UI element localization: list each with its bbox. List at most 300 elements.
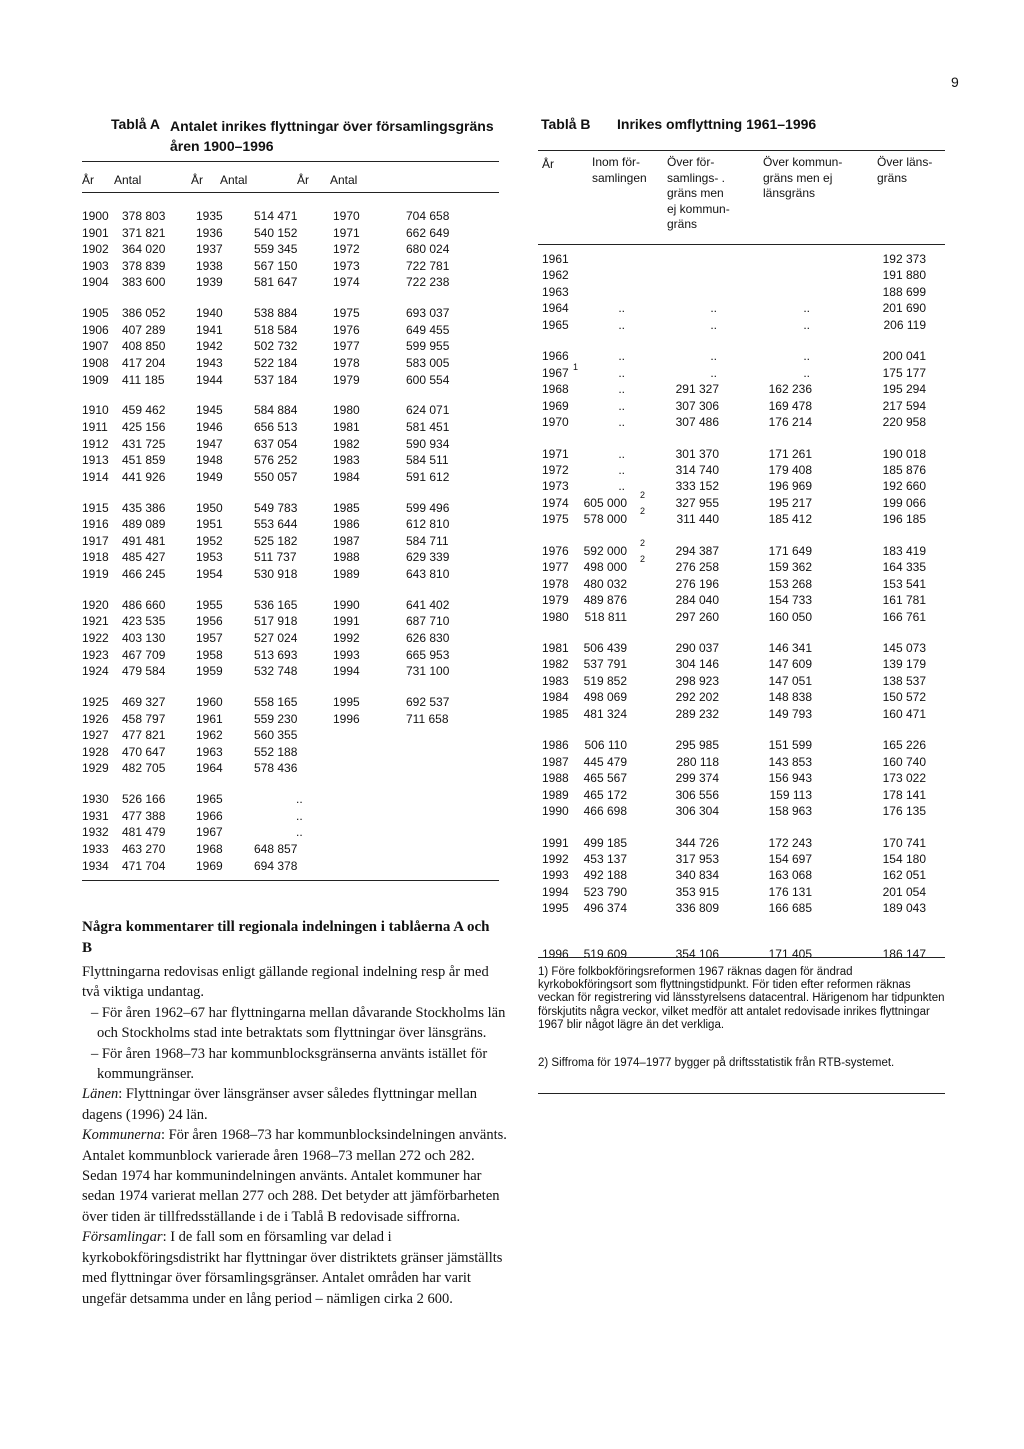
notes-komm-label: Kommunerna [82, 1127, 161, 1144]
table-b-over-fors: 340 834 [675, 868, 719, 883]
table-a-value: 435 386 [122, 500, 166, 515]
table-b-over-fors: 297 260 [675, 609, 719, 624]
table-a-year: 1939 [196, 275, 223, 290]
table-b-over-fors: 276 258 [675, 560, 719, 575]
table-b-year: 1973 [542, 479, 569, 494]
table-b-over-fors: 354 106 [675, 946, 719, 961]
table-a-year: 1923 [82, 647, 109, 662]
table-b-inom: 523 790 [583, 884, 627, 899]
table-a-year: 1977 [333, 339, 360, 354]
table-a-header-cell: Antal [330, 173, 358, 187]
table-a-value: 711 658 [406, 711, 449, 726]
table-b-over-fors: 291 327 [675, 382, 719, 397]
table-a-value: 431 725 [122, 436, 166, 451]
notes-bullet-1: – För åren 1962–67 har flyttningarna mellan dåvarande Stockholms län och Stockholms stad inte betraktats som flyttningar över länsgräns. [91, 1004, 506, 1042]
table-a-value: 637 054 [254, 436, 298, 451]
table-b-over-komm: 154 733 [768, 593, 812, 608]
table-a-value: 471 704 [122, 858, 166, 873]
table-b-inom: 445 479 [583, 754, 627, 769]
table-a-year: 1951 [196, 517, 223, 532]
table-b-over-fors: 336 809 [675, 901, 719, 916]
table-a-value: 383 600 [122, 275, 166, 290]
table-b-year: 1984 [542, 690, 569, 705]
table-b-over-fors: .. [710, 301, 717, 316]
table-b-inom: 518 811 [584, 609, 627, 624]
table-a-year: 1949 [196, 469, 223, 484]
table-a-value: 411 185 [122, 372, 165, 387]
table-b-over-lans: 178 141 [882, 787, 926, 802]
table-b-inom: .. [618, 462, 625, 477]
table-a-year: 1950 [196, 500, 223, 515]
table-b-inom: .. [618, 382, 625, 397]
table-b-year: 1978 [542, 576, 569, 591]
table-b-inom: .. [618, 446, 625, 461]
table-a-value: 680 024 [406, 242, 450, 257]
table-a-year: 1936 [196, 225, 223, 240]
table-b-inom-footnote-marker: 2 [640, 537, 646, 548]
table-a-value: 722 238 [406, 275, 450, 290]
table-b-header-over-komm: länsgräns [763, 186, 816, 200]
table-b-inom: 465 172 [583, 787, 627, 802]
table-b-inom: .. [618, 479, 625, 494]
table-a-value: 722 781 [406, 258, 450, 273]
table-b-year: 1962 [542, 268, 569, 283]
table-b-over-fors: 304 146 [675, 657, 719, 672]
table-a-value: 518 584 [254, 322, 298, 337]
table-b-over-lans: 164 335 [882, 560, 926, 575]
table-a-title: Antalet inrikes flyttningar över församlingsgräns åren 1900–1996 [170, 118, 494, 154]
table-b-year: 1961 [542, 252, 569, 266]
table-a-year: 1958 [196, 647, 223, 662]
table-b-inom: 466 698 [583, 804, 627, 819]
table-a-value: 522 184 [254, 355, 298, 370]
table-a-year: 1992 [333, 630, 360, 645]
table-a-value: 578 436 [254, 761, 298, 776]
table-a-value: 378 839 [122, 258, 166, 273]
notes-fors-label: Församlingar [82, 1229, 163, 1246]
table-b-over-komm: 176 131 [768, 884, 812, 899]
table-a-year: 1901 [82, 225, 109, 240]
table-a-year: 1948 [196, 453, 223, 468]
table-a-value: .. [296, 808, 303, 823]
table-a-value: 552 188 [254, 744, 298, 759]
table-b-header-year: År [542, 157, 554, 171]
table-a-year: 1986 [333, 517, 360, 532]
table-b-inom: 465 567 [583, 771, 627, 786]
table-b-inom: .. [618, 365, 625, 380]
table-b-over-fors: 276 196 [675, 576, 719, 591]
table-a-year: 1914 [82, 469, 109, 484]
table-a-year: 1973 [333, 258, 360, 273]
table-b-over-fors: 306 304 [675, 804, 719, 819]
table-b-over-lans: 153 541 [882, 576, 926, 591]
table-b-inom: 519 609 [583, 946, 627, 961]
table-b-inom-footnote-marker: 2 [640, 489, 646, 500]
table-b-over-lans: 191 880 [882, 268, 926, 283]
table-a-value: 526 166 [122, 792, 166, 807]
table-a-value: 600 554 [406, 372, 450, 387]
table-b-inom: 481 324 [583, 706, 627, 721]
table-b-over-lans: 201 690 [882, 301, 926, 316]
table-b-over-lans: 189 043 [882, 901, 926, 916]
table-b-over-fors: 284 040 [675, 593, 719, 608]
table-a-value: 662 649 [406, 225, 450, 240]
table-a-value: 536 165 [254, 597, 298, 612]
table-a-year: 1903 [82, 258, 109, 273]
table-a-value: 567 150 [254, 258, 298, 273]
table-b-year: 1983 [542, 673, 569, 688]
table-b-over-komm: .. [803, 317, 810, 332]
table-a-year: 1940 [196, 306, 223, 321]
table-b-over-komm: 196 969 [768, 479, 812, 494]
table-b-over-komm: 147 609 [768, 657, 812, 672]
table-a-value: .. [296, 792, 303, 807]
table-a-value: 407 289 [122, 322, 166, 337]
table-b-inom: .. [618, 415, 625, 430]
table-b-over-lans: 190 018 [882, 446, 926, 461]
table-b-over-lans: 166 761 [882, 609, 926, 624]
table-a-value: 624 071 [406, 403, 450, 418]
table-b-over-fors: 299 374 [675, 771, 719, 786]
table-a-value: 550 057 [254, 469, 298, 484]
table-a-value: 466 245 [122, 566, 166, 581]
table-a-value: 584 884 [254, 403, 298, 418]
table-a-value: 458 797 [122, 711, 166, 726]
table-a-year: 1919 [82, 566, 109, 581]
table-a-year: 1988 [333, 550, 360, 565]
table-b-year: 1977 [542, 560, 569, 575]
table-b-over-fors: 306 556 [675, 787, 719, 802]
table-b-inom: .. [618, 301, 625, 316]
table-b-over-komm: 147 051 [768, 673, 812, 688]
footnote-2: 2) Siffroma för 1974–1977 bygger på driftsstatistik från RTB-systemet. [538, 1057, 895, 1069]
table-b-over-lans: 217 594 [882, 398, 926, 413]
table-b-year: 1980 [542, 609, 569, 624]
table-a-value: 559 345 [254, 242, 298, 257]
table-a-year: 1904 [82, 275, 109, 290]
table-a-year: 1966 [196, 808, 223, 823]
table-a-year: 1961 [196, 711, 223, 726]
table-a-value: 491 481 [122, 533, 166, 548]
table-b-over-komm: 172 243 [768, 835, 812, 850]
table-b-inom: 578 000 [583, 512, 627, 527]
table-b-over-fors: 289 232 [675, 706, 719, 721]
table-a-year: 1956 [196, 614, 223, 629]
table-a-value: 477 821 [122, 728, 166, 743]
table-b-over-komm: .. [803, 365, 810, 380]
table-b-over-lans: 185 876 [882, 462, 926, 477]
table-a-value: 486 660 [122, 597, 166, 612]
table-b-inom-footnote-marker: 2 [640, 554, 646, 565]
table-a-year: 1935 [196, 209, 223, 223]
table-b-year: 1965 [542, 317, 569, 332]
table-b-over-lans: 175 177 [882, 365, 926, 380]
table-a-value: 693 037 [406, 306, 450, 321]
table-a-year: 1943 [196, 355, 223, 370]
table-b-year: 1991 [542, 835, 569, 850]
table-b-inom: 489 876 [583, 593, 627, 608]
table-b-over-komm: .. [803, 349, 810, 364]
table-b-year: 1981 [542, 641, 569, 655]
table-b-over-fors: 292 202 [675, 690, 719, 705]
table-a-value: 581 647 [254, 275, 298, 290]
table-b-over-komm: 160 050 [768, 609, 812, 624]
table-a-value: 517 918 [254, 614, 298, 629]
table-a-value: 463 270 [122, 841, 166, 856]
table-b-over-lans: 176 135 [882, 804, 926, 819]
table-a-value: 687 710 [406, 614, 450, 629]
table-b-inom: 592 000 [583, 543, 627, 558]
notes-lanen-label: Länen [82, 1086, 119, 1103]
table-a-value: 459 462 [122, 403, 166, 418]
table-a-year: 1902 [82, 242, 109, 257]
table-a-value: 537 184 [254, 372, 298, 387]
table-a-year: 1979 [333, 372, 360, 387]
table-b-inom: .. [618, 398, 625, 413]
table-a-year: 1982 [333, 436, 360, 451]
page-number: 9 [951, 74, 959, 90]
table-a-value: 641 402 [406, 597, 450, 612]
table-a-value: 489 089 [122, 517, 166, 532]
table-a-year: 1995 [333, 695, 360, 709]
table-a-year: 1981 [333, 419, 360, 434]
table-a-year: 1991 [333, 614, 360, 629]
table-a-value: 482 705 [122, 761, 166, 776]
table-b-title: Inrikes omflyttning 1961–1996 [617, 116, 817, 132]
table-a-value: 481 479 [122, 825, 166, 840]
table-a-year: 1960 [196, 695, 223, 709]
table-a-year: 1990 [333, 597, 360, 612]
table-a-value: 479 584 [122, 664, 166, 679]
table-b-over-lans: 192 660 [882, 479, 926, 494]
table-b-over-fors: 317 953 [675, 851, 719, 866]
table-a-header-cell: År [297, 173, 309, 187]
table-a-year: 1907 [82, 339, 109, 354]
table-a-value: 648 857 [254, 841, 298, 856]
table-a-year: 1928 [82, 744, 109, 759]
table-b-inom: 506 110 [584, 738, 627, 753]
table-b-inom: 453 137 [583, 851, 627, 866]
table-a-year: 1934 [82, 858, 109, 873]
table-b-year: 1970 [542, 415, 569, 430]
table-a-value: 514 471 [254, 209, 298, 223]
notes-lanen-text: : Flyttningar över länsgränser avser således flyttningar mellan dagens (1996) 24 län. [82, 1086, 478, 1123]
table-b-over-fors: 344 726 [675, 835, 719, 850]
table-b-over-fors: 314 740 [675, 462, 719, 477]
table-a-year: 1913 [82, 453, 109, 468]
table-a-year: 1987 [333, 533, 360, 548]
table-a-value: 525 182 [254, 533, 298, 548]
table-b-over-komm: 158 963 [768, 804, 812, 819]
table-b-over-fors: 280 118 [676, 754, 719, 769]
table-a-year: 1938 [196, 258, 223, 273]
table-a-value: 364 020 [122, 242, 166, 257]
table-b-over-komm: 171 405 [768, 946, 812, 961]
table-a-year: 1908 [82, 355, 109, 370]
table-b-over-komm: 166 685 [768, 901, 812, 916]
table-a-value: 560 355 [254, 728, 298, 743]
table-b-over-komm: 185 412 [768, 512, 812, 527]
table-b-bottom-rule [538, 957, 945, 958]
table-a-value: 649 455 [406, 322, 450, 337]
table-a-year: 1924 [82, 664, 109, 679]
table-b-over-fors: 327 955 [675, 495, 719, 510]
table-b-year: 1964 [542, 301, 569, 316]
table-a-year: 1942 [196, 339, 223, 354]
table-b-year: 1969 [542, 398, 569, 413]
table-b-over-komm: .. [803, 301, 810, 316]
notes-intro: Flyttningarna redovisas enligt gällande regional indelning resp år med två viktiga undantag. [82, 964, 489, 1001]
table-b-over-komm: 171 649 [768, 543, 812, 558]
table-a-year: 1946 [196, 419, 223, 434]
table-b-over-komm: 171 261 [768, 446, 812, 461]
table-b-header-over-fors: samlings- . [667, 170, 726, 185]
table-b-over-komm: 159 362 [768, 560, 812, 575]
table-b-over-lans: 195 294 [882, 382, 926, 397]
table-a-value: 692 537 [406, 695, 450, 709]
table-b-header-inom: samlingen [592, 170, 647, 185]
table-b-inom: 519 852 [583, 673, 627, 688]
table-b-header-over-komm: gräns men ej [763, 170, 833, 185]
table-a-value: 704 658 [406, 209, 450, 223]
table-b-inom: 537 791 [583, 657, 627, 672]
table-a-year: 1993 [333, 647, 360, 662]
table-b-over-lans: 196 185 [882, 512, 926, 527]
table-a-year: 1983 [333, 453, 360, 468]
table-b-header-over-fors: Över för- [667, 155, 715, 169]
table-b-over-lans: 186 147 [882, 946, 926, 961]
table-a-header-cell: Antal [114, 173, 142, 187]
table-a-value: 581 451 [406, 419, 450, 434]
table-b-inom: 499 185 [583, 835, 627, 850]
table-b-over-komm: 176 214 [768, 415, 812, 430]
table-a-value: 371 821 [122, 225, 166, 240]
table-a-year: 1925 [82, 695, 109, 709]
table-a-value: 629 339 [406, 550, 450, 565]
table-a-year: 1929 [82, 761, 109, 776]
table-a-year: 1968 [196, 841, 223, 856]
table-a-year: 1955 [196, 597, 223, 612]
table-a-year: 1976 [333, 322, 360, 337]
table-b-year: 1992 [542, 851, 569, 866]
table-a-year: 1911 [82, 419, 108, 434]
table-b-year: 1985 [542, 706, 569, 721]
table-b-over-komm: 162 236 [768, 382, 812, 397]
table-b-inom: 605 000 [583, 495, 627, 510]
table-a-value: 538 884 [254, 306, 298, 321]
table-b-over-lans: 162 051 [882, 868, 926, 883]
table-b-over-fors: 307 306 [675, 398, 719, 413]
table-a-value: 731 100 [406, 664, 450, 679]
table-a-value: 425 156 [122, 419, 166, 434]
table-b-inom: 492 188 [583, 868, 627, 883]
table-a-year: 1905 [82, 306, 109, 321]
table-b-over-fors: 294 387 [675, 543, 719, 558]
table-a-value: 477 388 [122, 808, 166, 823]
table-b-over-lans: 188 699 [882, 284, 926, 299]
table-b-header-over-fors: ej kommun- [667, 201, 730, 216]
table-a-value: 513 693 [254, 647, 298, 662]
table-a-year: 1917 [82, 533, 109, 548]
table-a-value: 403 130 [122, 630, 166, 645]
table-a-year: 1927 [82, 728, 109, 743]
table-a-year: 1944 [196, 372, 223, 387]
table-b-over-lans: 192 373 [882, 252, 926, 266]
table-a-year: 1980 [333, 403, 360, 418]
table-b-over-fors: 307 486 [675, 415, 719, 430]
table-a-value: 599 955 [406, 339, 450, 354]
table-a-value: 451 859 [122, 453, 166, 468]
table-b-year: 1986 [542, 738, 569, 753]
table-a-year: 1963 [196, 744, 223, 759]
table-a-value: 549 783 [254, 500, 298, 515]
table-b-year: 1982 [542, 657, 569, 672]
table-a-value: 408 850 [122, 339, 166, 354]
table-a-value: 417 204 [122, 355, 166, 370]
table-a-year: 1985 [333, 500, 360, 515]
table-b-inom: .. [618, 349, 625, 364]
table-b-over-komm: 169 478 [768, 398, 812, 413]
table-b-inom: 506 439 [583, 641, 627, 655]
table-a-year: 1941 [196, 322, 223, 337]
table-a-value: 485 427 [122, 550, 166, 565]
table-a-caption: Tablå A [111, 116, 161, 132]
table-a-year: 1945 [196, 403, 223, 418]
table-a-year: 1974 [333, 275, 360, 290]
table-a-year: 1989 [333, 566, 360, 581]
table-b-inom: 498 069 [583, 690, 627, 705]
table-b-year: 1971 [542, 446, 569, 461]
table-b-over-fors: 333 152 [675, 479, 719, 494]
table-b-year: 1990 [542, 804, 569, 819]
table-b-over-lans: 139 179 [882, 657, 926, 672]
table-a-year: 1969 [196, 858, 223, 873]
table-a-value: 584 711 [406, 533, 449, 548]
table-b-over-komm: 163 068 [768, 868, 812, 883]
table-b-over-komm: 143 853 [768, 754, 812, 769]
table-b-over-komm: 156 943 [768, 771, 812, 786]
table-b-over-lans: 200 041 [882, 349, 926, 364]
table-a-value: 532 748 [254, 664, 298, 679]
table-b-over-lans: 150 572 [882, 690, 926, 705]
table-a-value: 470 647 [122, 744, 166, 759]
table-b-year: 1994 [542, 884, 569, 899]
table-b-year-footnote-marker: 1 [573, 361, 579, 372]
table-a-value: 612 810 [406, 517, 450, 532]
notes-heading: Några kommentarer till regionala indelningen i tablåerna A och B [82, 919, 490, 956]
notes-komm-text: : För åren 1968–73 har kommunblocksindelningen använts. Antalet kommunblock varierade åren 1968–73 mellan 272 och 282. Sedan 1974 har kommunindelningen använts. Antalet kommuner har sedan 1974 varierat mellan 277 och 288. Det betyder att jämförbarheten över tiden är tillfredsställande i de i Tablå B redovisade siffrorna. [82, 1127, 507, 1225]
table-a-year: 1916 [82, 517, 109, 532]
table-a-value: 599 496 [406, 500, 450, 515]
table-a-header-cell: År [191, 173, 203, 187]
table-b-year: 1993 [542, 868, 569, 883]
table-b-over-fors: 353 915 [675, 884, 719, 899]
table-a-year: 1959 [196, 664, 223, 679]
table-b-year: 1968 [542, 382, 569, 397]
table-a-value: 694 378 [254, 858, 298, 873]
table-b-inom: 498 000 [583, 560, 627, 575]
table-b-over-fors: .. [710, 317, 717, 332]
table-a-value: .. [296, 825, 303, 840]
table-a-value: 553 644 [254, 517, 298, 532]
table-a-year: 1984 [333, 469, 360, 484]
table-b-over-lans: 154 180 [882, 851, 926, 866]
table-b-over-fors: 295 985 [675, 738, 719, 753]
table-a-value: 527 024 [254, 630, 298, 645]
table-b-over-komm: 149 793 [768, 706, 812, 721]
table-a-value: 502 732 [254, 339, 298, 354]
table-a-value: 469 327 [122, 695, 166, 709]
